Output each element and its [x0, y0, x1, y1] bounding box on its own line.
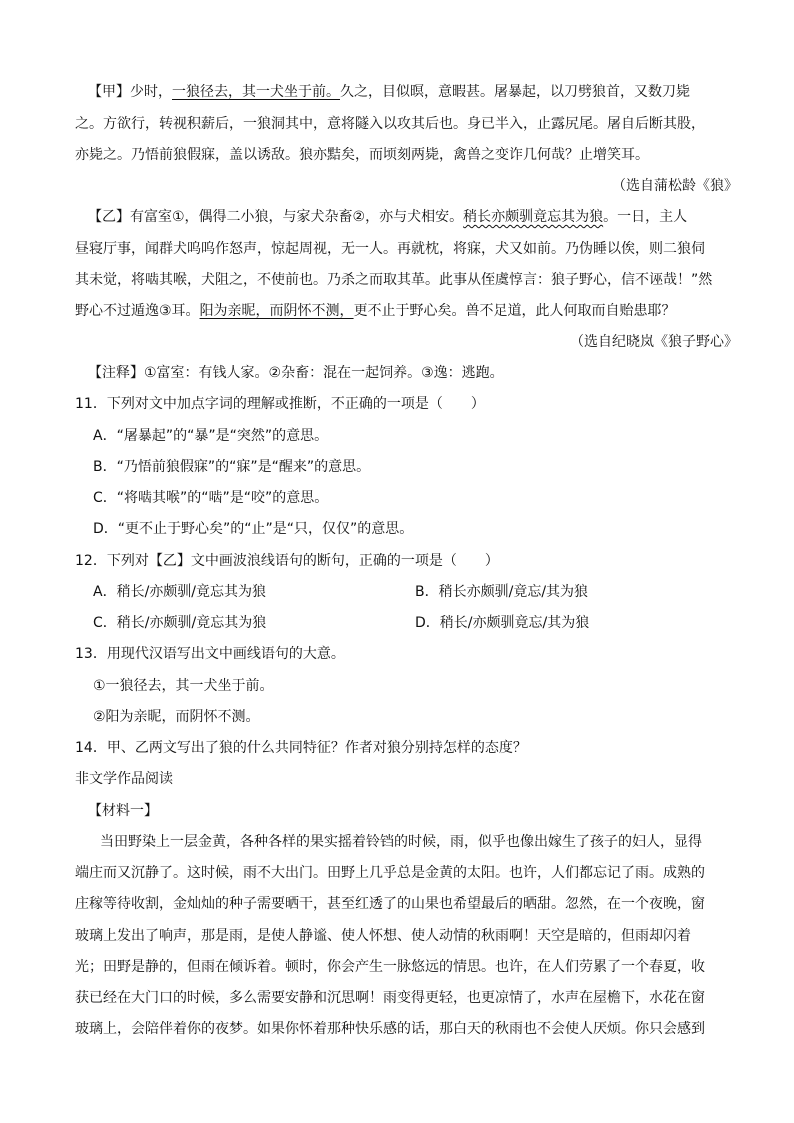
question-13-item-2: ②阳为亲昵，而阴怀不测。 [93, 709, 260, 725]
question-12-option-a: A．稍长/亦颇驯/竟忘其为狼 [93, 584, 267, 600]
question-13-stem: 13．用现代汉语写出文中画线语句的大意。 [75, 646, 345, 662]
material-1-heading: 【材料一】 [88, 803, 158, 819]
question-11-stem: 11．下列对文中加点字词的理解或推断，不正确的一项是（ ） [75, 396, 485, 412]
material-1-line: 端庄而又沉静了。这时候，雨不大出门。田野上几乎总是金黄的太阳。也许，人们都忘记了雨。成熟的 [75, 865, 705, 881]
jia-underlined-sentence: 一狼径去，其一犬坐于前。 [172, 84, 340, 100]
section-title: 非文学作品阅读 [75, 771, 173, 787]
material-1-line: 玻璃上发出了响声，那是雨，是使人静谧、使人怀想、使人动情的秋雨啊！天空是暗的，但雨却闪着 [75, 928, 691, 944]
jia-source: （选自蒲松龄《狼》 [612, 178, 738, 194]
question-12-stem: 12．下列对【乙】文中画波浪线语句的断句，正确的一项是（ ） [75, 553, 499, 569]
jia-line-3: 亦毙之。乃悟前狼假寐，盖以诱敌。狼亦黠矣，而顷刻两毙，禽兽之变诈几何哉？止增笑耳。 [75, 147, 649, 163]
question-11-option-c: C．“将啮其喉”的“啮”是“咬”的意思。 [93, 490, 329, 506]
jia-line-2: 之。方欲行，转视积薪后，一狼洞其中，意将隧入以攻其后也。身已半入，止露尻尾。屠自后断其股， [75, 116, 705, 132]
jia-line-1-rest: 久之，目似暝，意暇甚。屠暴起，以刀劈狼首，又数刀毙 [340, 84, 690, 100]
question-13-item-1: ①一狼径去，其一犬坐于前。 [93, 678, 274, 694]
question-11-option-b: B．“乃悟前狼假寐”的“寐”是“醒来”的意思。 [93, 459, 371, 475]
material-1-line: 庄稼等待收割，金灿灿的种子需要晒干，甚至红透了的山果也希望最后的晒甜。忽然，在一个夜晚，窗 [75, 896, 705, 912]
notes: 【注释】①富室：有钱人家。②杂畜：混在一起饲养。③逸：逃跑。 [88, 365, 504, 381]
question-14-stem: 14．甲、乙两文写出了狼的什么共同特征？作者对狼分别持怎样的态度？ [75, 740, 527, 756]
yi-line-1-rest: 。一日，主人 [603, 209, 688, 225]
yi-source: （选自纪晓岚《狼子野心》 [570, 334, 738, 350]
yi-line-1 [88, 207, 687, 227]
yi-wavy-sentence: 稍长亦颇驯竟忘其为狼 [463, 209, 604, 225]
question-11-option-a: A．“屠暴起”的“暴”是“突然”的意思。 [93, 428, 329, 444]
material-1-line: 玻璃上，会陪伴着你的夜梦。如果你怀着那种快乐感的话，那白天的秋雨也不会使人厌烦。你只会感到 [75, 1021, 705, 1037]
material-1-line: 当田野染上一层金黄，各种各样的果实摇着铃铛的时候，雨，似乎也像出嫁生了孩子的妇人，显得 [100, 834, 702, 850]
yi-line-4 [75, 301, 676, 321]
jia-label: 【甲】少时， [88, 84, 172, 100]
yi-line-2: 昼寝厅事，闻群犬呜呜作怒声，惊起周视，无一人。再就枕，将寐，犬又如前。乃伪睡以俟，则二狼伺 [75, 241, 705, 257]
yi-line-4-rest: 更不止于野心矣。兽不足道，此人何取而自贻患耶？ [353, 303, 676, 319]
jia-line-1 [88, 82, 690, 102]
question-11-option-d: D．“更不止于野心矣”的“止”是“只，仅仅”的意思。 [93, 521, 414, 537]
yi-underlined-sentence: 阳为亲昵，而阴怀不测， [199, 303, 354, 319]
material-1-line: 光；田野是静的，但雨在倾诉着。顿时，你会产生一脉悠远的情思。也许，在人们劳累了一个春夏，收 [75, 959, 705, 975]
question-12-option-c: C．稍长/亦颇驯/竟忘其为狼 [93, 615, 267, 631]
question-12-option-d: D．稍长/亦颇驯竟忘/其为狼 [415, 615, 590, 631]
question-12-option-b: B．稍长亦颇驯/竟忘/其为狼 [415, 584, 589, 600]
yi-label: 【乙】有富室①，偶得二小狼，与家犬杂畜②，亦与犬相安。 [88, 209, 464, 225]
material-1-line: 获已经在大门口的时候，多么需要安静和沉思啊！雨变得更轻，也更凉情了，水声在屋檐下，水花在窗 [75, 990, 705, 1006]
yi-line-3: 其未觉，将啮其喉，犬阻之，不使前也。乃杀之而取其革。此事从侄虞惇言：狼子野心，信不诬哉！”然 [75, 272, 713, 288]
yi-line-4-start: 野心不过遁逸③耳。 [75, 303, 200, 319]
